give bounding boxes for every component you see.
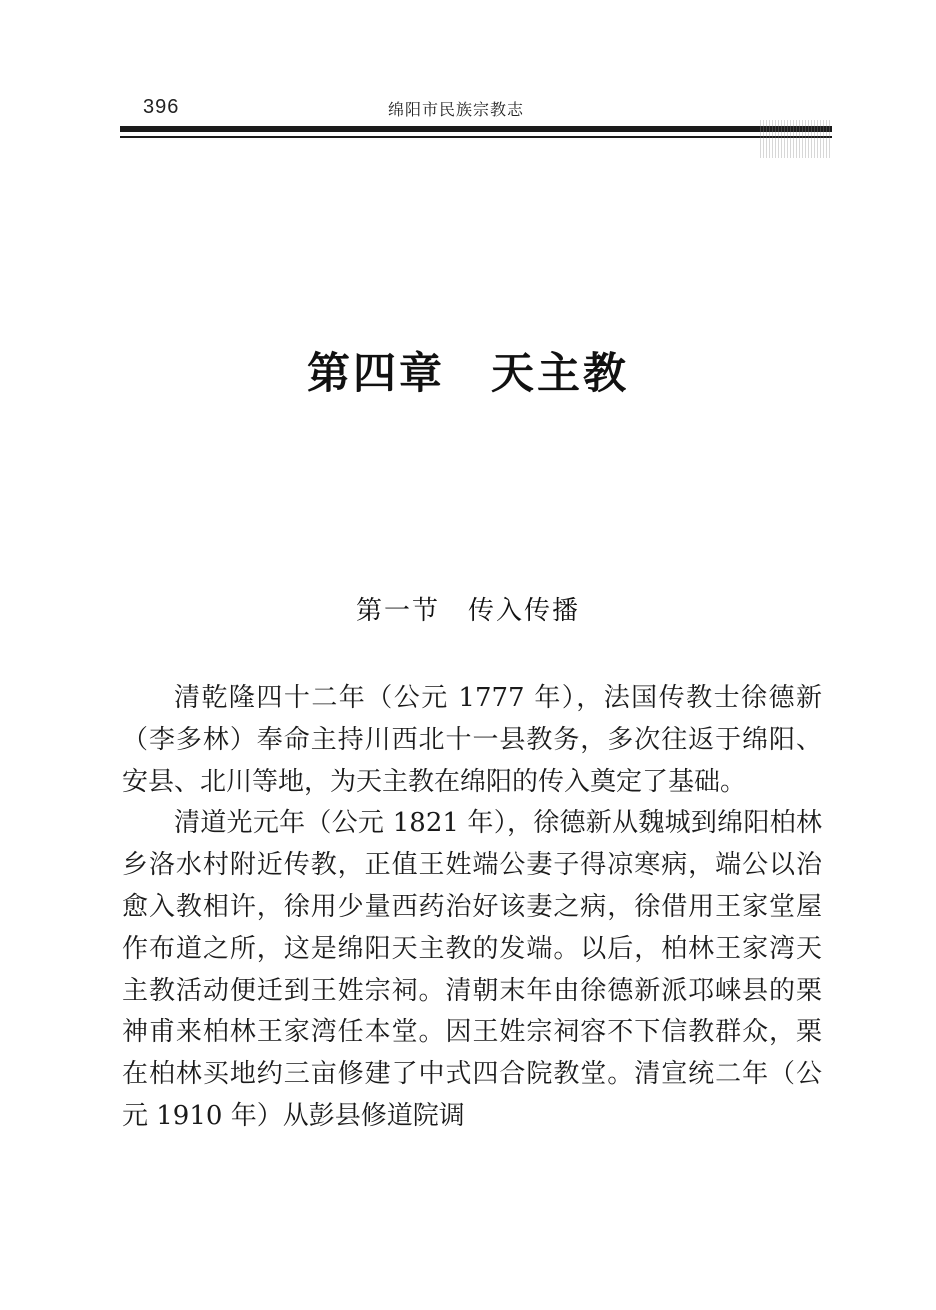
header-rule-thin: [120, 136, 832, 138]
header-rule-fade: [760, 120, 832, 158]
paragraph: 清乾隆四十二年（公元 1777 年），法国传教士徐德新（李多林）奉命主持川西北十一县教务，多次往返于绵阳、安县、北川等地，为天主教在绵阳的传入奠定了基础。: [122, 683, 822, 797]
paragraph: 清道光元年（公元 1821 年），徐德新从魏城到绵阳柏林乡洛水村附近传教，正值王姓端公妻子得凉寒病，端公以治愈入教相许，徐用少量西药治好该妻之病，徐借用王家堂屋作布道之所，这是绵阳天主教的发端。以后，柏林王家湾天主教活动便迁到王姓宗祠。清朝末年由徐德新派邛崃县的栗神甫来柏林王家湾任本堂。因王姓宗祠容不下信教群众，栗在柏林买地约三亩修建了中式四合院教堂。清宣统二年（公元 1910 年）从彭县修道院调: [122, 808, 822, 1131]
page-number: 396: [143, 96, 180, 118]
chapter-title: 第四章 天主教: [307, 349, 629, 399]
section-title: 第一节 传入传播: [355, 596, 580, 626]
running-head: 绵阳市民族宗教志: [388, 100, 525, 119]
body-text: [122, 678, 822, 1138]
header-rule-thick: [120, 126, 832, 132]
